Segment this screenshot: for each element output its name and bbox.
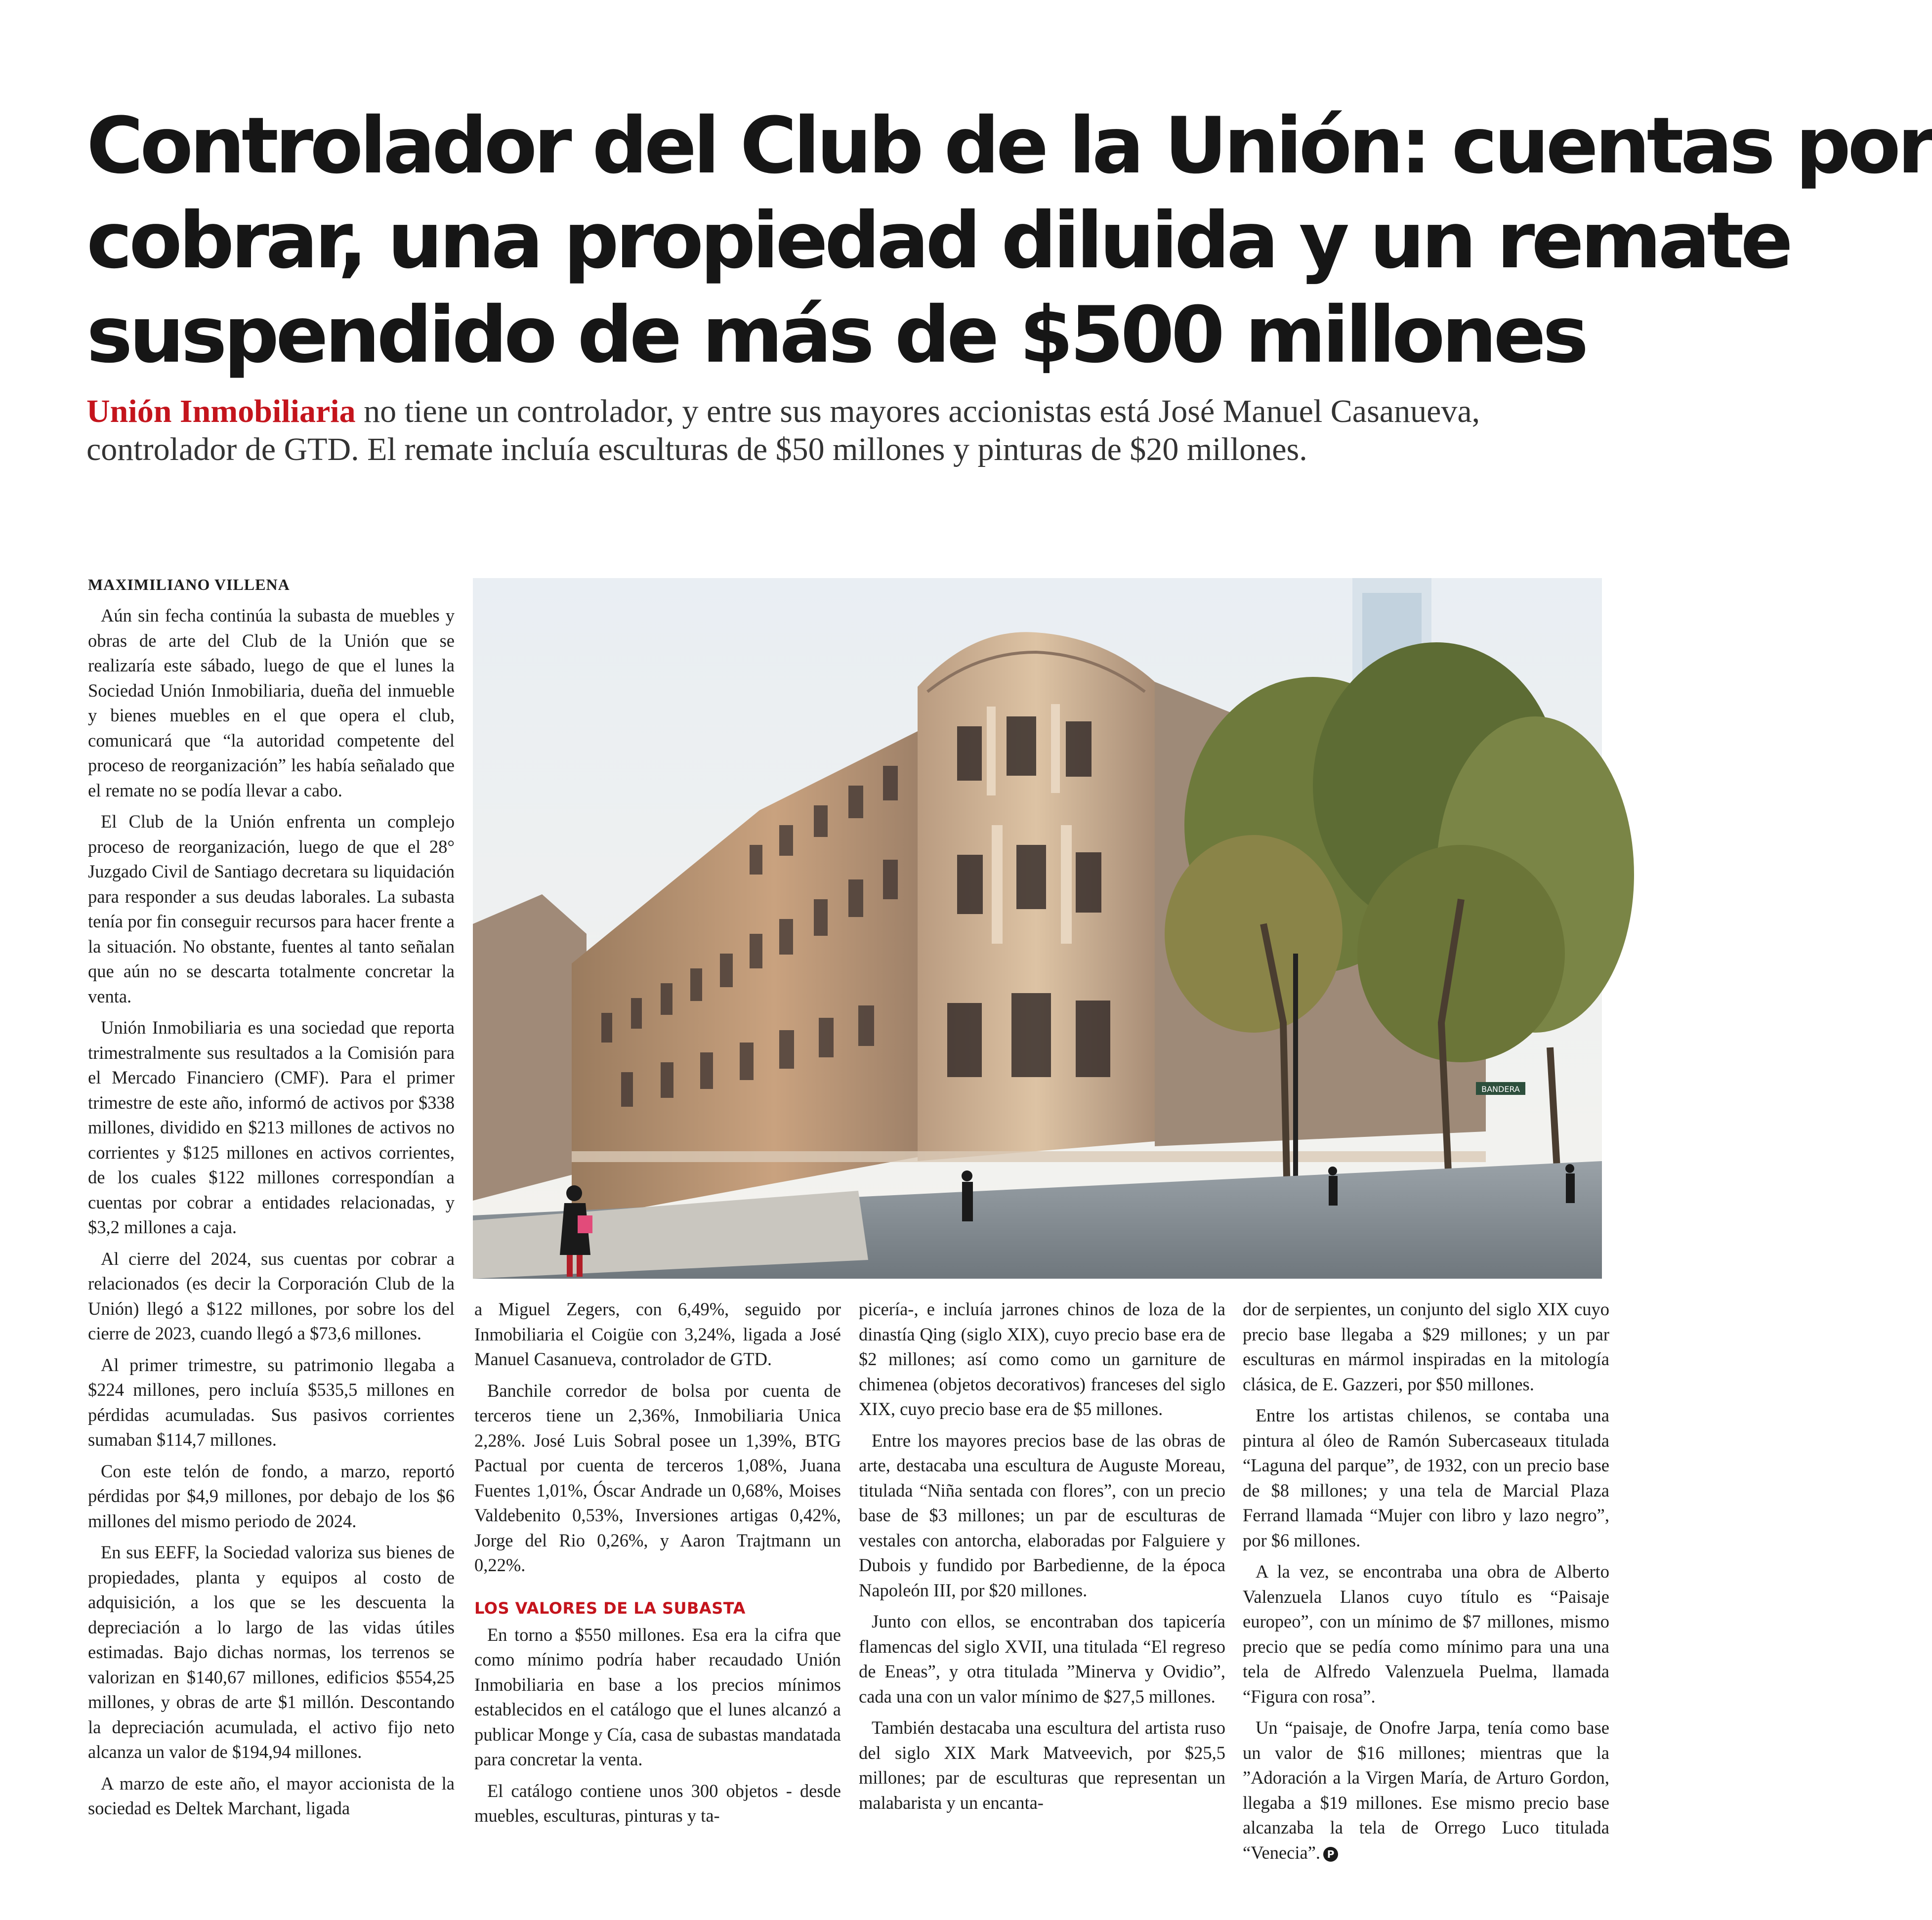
deck-lead: Unión Inmobiliaria: [86, 393, 356, 429]
column-1: [88, 572, 455, 1828]
club-building-photo: [473, 578, 1602, 1279]
paragraph-20-text: Un “paisaje, de Onofre Jarpa, tenía como base un valor de $16 millones; mientras que la ”Adoración a la Virgen María, de Arturo Gordon, llegaba a $19 millones. Ese mismo precio base alcanzaba la tela de Orrego Luco titulada “Venecia”.: [1243, 1717, 1609, 1863]
paragraph-4: Al cierre del 2024, sus cuentas por cobrar a relacionados (es decir la Corporación Club de la Unión) llegó a $122 millones, por sobre los del cierre de 2023, cuando llegó a $73,6 millones.: [88, 1248, 455, 1343]
byline: MAXIMILIANO VILLENA: [88, 576, 290, 593]
headline: [86, 99, 1932, 383]
deck-line-2: controlador de GTD. El remate incluía esculturas de $50 millones y pinturas de $20 millones.: [86, 431, 1307, 467]
paragraph-12: El catálogo contiene unos 300 objetos - desde muebles, esculturas, pinturas y ta-: [474, 1780, 841, 1826]
paragraph-1: Aún sin fecha continúa la subasta de muebles y obras de arte del Club de la Unión que se realizaría este sábado, luego de que el lunes la Sociedad Unión Inmobiliaria, dueña del inmueble y bienes muebles en el que opera el club, comunicará que “la autoridad competente del proceso de reorganización” les había señalado que el remate no se podía llevar a cabo.: [88, 605, 455, 800]
paragraph-18: Entre los artistas chilenos, se contaba una pintura al óleo de Ramón Subercaseaux titulada “Laguna del parque”, de 1932, con un precio base de $8 millones; y una tela de Marcial Plaza Ferrand llamada “Mujer con libro y lazo negro”, por $6 millones.: [1243, 1405, 1609, 1550]
deck-line-1: [86, 393, 1608, 431]
column-2: [474, 1297, 841, 1835]
paragraph-14: Entre los mayores precios base de las obras de arte, destacaba una escultura de Auguste Moreau, titulada “Niña sentada con flores”, con un precio base de $3 millones; un par de esculturas de vestales con antorcha, elaboradas por Falguiere y Dubois y fundido por Barbedienne, de la época Napoleón III, por $20 millones.: [859, 1430, 1225, 1600]
column-3: [859, 1297, 1225, 1822]
paragraph-20: [1243, 1715, 1609, 1865]
deck-line-1-rest: no tiene un controlador, y entre sus mayores accionistas está José Manuel Casanueva,: [355, 393, 1480, 429]
subhead-auction-values: LOS VALORES DE LA SUBASTA: [474, 1598, 746, 1618]
paragraph-7: En sus EEFF, la Sociedad valoriza sus bienes de propiedades, planta y equipos al costo de adquisición, a los que se les descuenta la depreciación a lo largo de las vidas útiles estimadas. Bajo dichas normas, los terrenos se valorizan en $140,67 millones, edificios $554,25 millones, y obras de arte $1 millón. Descontando la depreciación acumulada, el activo fijo neto alcanza un valor de $194,94 millones.: [88, 1542, 455, 1762]
end-mark-icon: P: [1323, 1847, 1338, 1862]
headline-line-1: Controlador del Club de la Unión: cuentas por: [86, 101, 1932, 191]
paragraph-5: Al primer trimestre, su patrimonio llegaba a $224 millones, pero incluía $535,5 millones en pérdidas acumuladas. Sus pasivos corrientes sumaban $114,7 millones.: [88, 1354, 455, 1450]
paragraph-6: Con este telón de fondo, a marzo, reportó pérdidas por $4,9 millones, por debajo de los $6 millones del mismo periodo de 2024.: [88, 1461, 455, 1531]
headline-line-3: suspendido de más de $500 millones: [86, 290, 1586, 381]
paragraph-17: dor de serpientes, un conjunto del siglo XIX cuyo precio base llegaba a $29 millones; y un par esculturas en mármol inspiradas en la mitología clásica, de E. Gazzeri, por $50 millones.: [1243, 1299, 1609, 1394]
paragraph-16: También destacaba una escultura del artista ruso del siglo XIX Mark Matveevich, por $25,5 millones; par de esculturas que representan un malabarista y un encanta-: [859, 1717, 1225, 1813]
street-sign-text: BANDERA: [1481, 1085, 1520, 1094]
deck-subtitle: [86, 393, 1608, 468]
paragraph-10: Banchile corredor de bolsa por cuenta de terceros tiene un 2,36%, Inmobiliaria Unica 2,28%. José Luis Sobral posee un 1,39%, BTG Pactual por cuenta de terceros 1,08%, Juana Fuentes 1,01%, Óscar Andrade un 0,68%, Moises Valdebenito 0,53%, Inversiones artigas 0,42%, Jorge del Rio 0,26%, y Aaron Trajtmann un 0,22%.: [474, 1380, 841, 1575]
paragraph-9: a Miguel Zegers, con 6,49%, seguido por Inmobiliaria el Coigüe con 3,24%, ligada a José Manuel Casanueva, controlador de GTD.: [474, 1299, 841, 1369]
paragraph-2: El Club de la Unión enfrenta un complejo proceso de reorganización, luego de que el 28° Juzgado Civil de Santiago decretara su liquidación para responder a sus deudas laborales. La subasta tenía por fin conseguir recursos para hacer frente a la situación. No obstante, fuentes al tanto señalan que aún no se descarta totalmente concretar la venta.: [88, 811, 455, 1006]
paragraph-15: Junto con ellos, se encontraban dos tapicería flamencas del siglo XVII, una titulada “El regreso de Eneas”, y otra titulada ”Minerva y Ovidio”, cada una con un valor mínimo de $27,5 millones.: [859, 1611, 1225, 1707]
paragraph-19: A la vez, se encontraba una obra de Alberto Valenzuela Llanos cuyo título es “Paisaje europeo”, con un mínimo de $7 millones, mismo precio que se pedía como mínimo para una una tela de Alfredo Valenzuela Puelma, llamada “Figura con rosa”.: [1243, 1561, 1609, 1707]
column-4: [1243, 1297, 1609, 1872]
paragraph-8: A marzo de este año, el mayor accionista de la sociedad es Deltek Marchant, ligada: [88, 1773, 455, 1818]
paragraph-11: En torno a $550 millones. Esa era la cifra que como mínimo podría haber recaudado Unión Inmobiliaria en base a los precios mínimos establecidos en el catálogo que el lunes alcanzó a publicar Monge y Cía, casa de subastas mandatada para concretar la venta.: [474, 1624, 841, 1769]
paragraph-3: Unión Inmobiliaria es una sociedad que reporta trimestralmente sus resultados a la Comisión para el Mercado Financiero (CMF). Para el primer trimestre de este año, informó de activos por $338 millones, dividido en $213 millones de activos no corrientes y $125 millones en activos corrientes, de los cuales $122 millones correspondían a cuentas por cobrar a entidades relacionadas, y $3,2 millones a caja.: [88, 1017, 455, 1237]
headline-line-2: cobrar, una propiedad diluida y un remate: [86, 195, 1790, 286]
paragraph-13: picería-, e incluía jarrones chinos de loza de la dinastía Qing (siglo XIX), cuyo precio base era de $2 millones; así como como un garniture de chimenea (objetos decorativos) franceses del siglo XIX, cuyo precio base era de $5 millones.: [859, 1299, 1225, 1419]
